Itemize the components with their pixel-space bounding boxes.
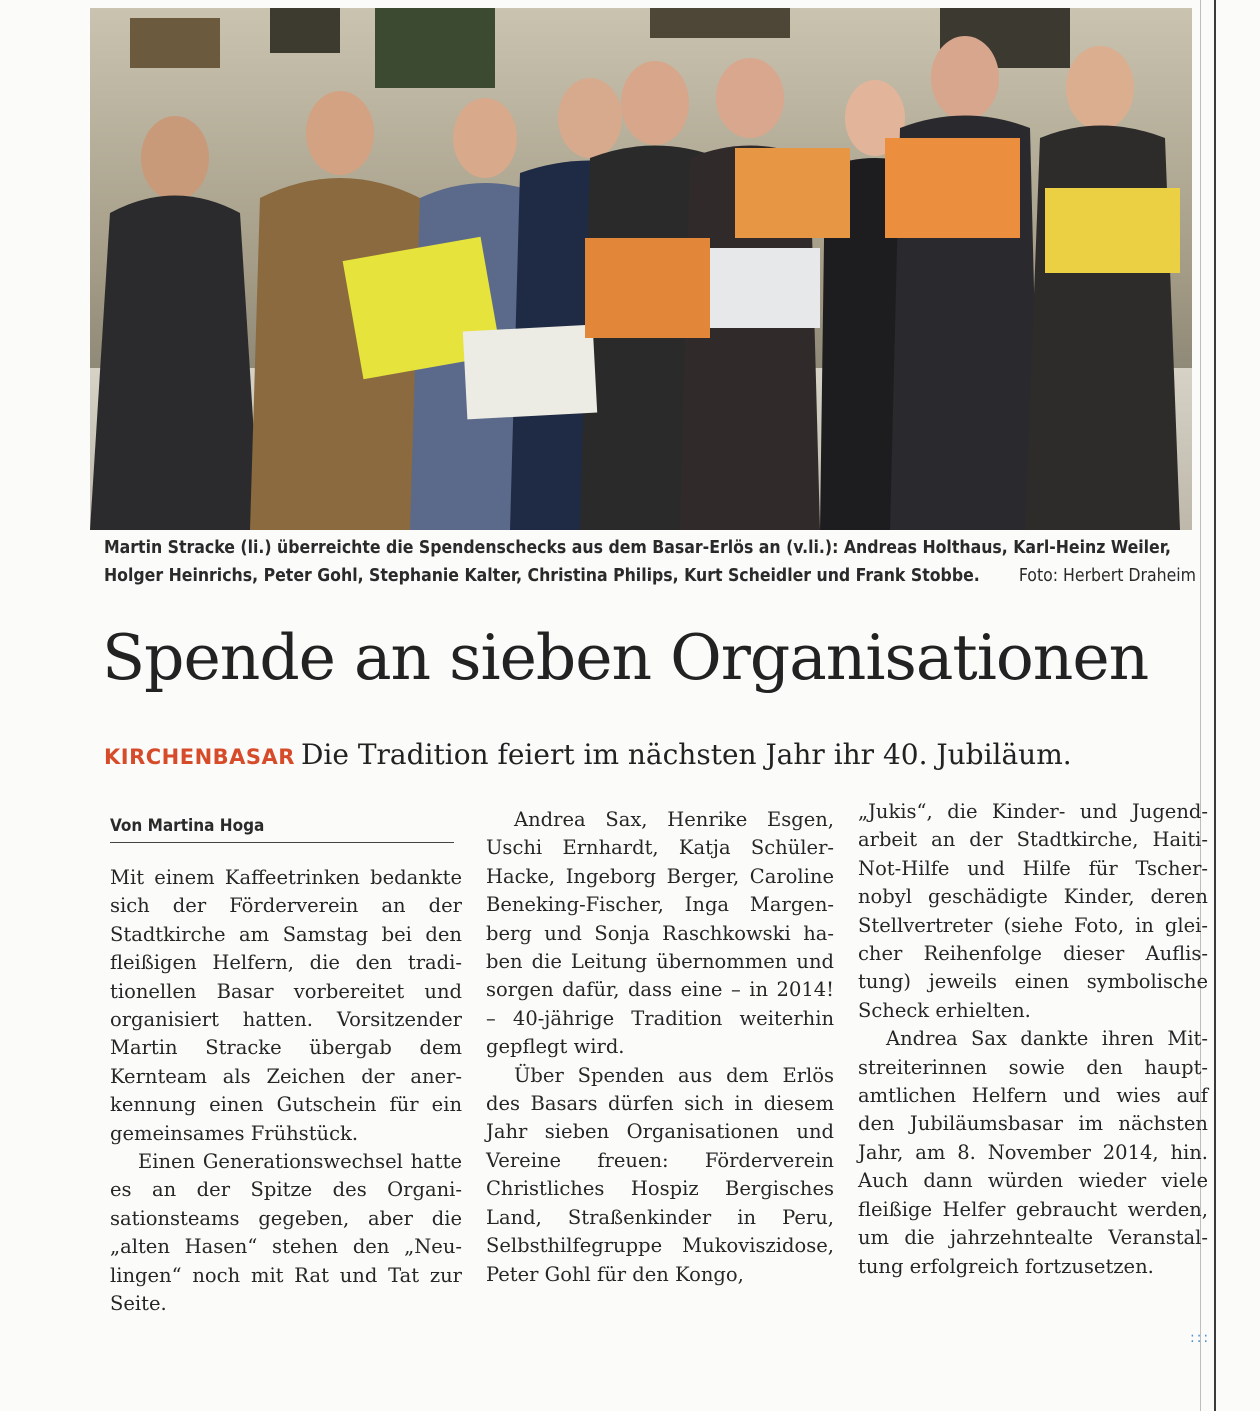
column-rule bbox=[1214, 0, 1216, 1411]
article-column-1 bbox=[110, 864, 462, 1319]
article-column-2 bbox=[486, 806, 834, 1289]
photo-illustration bbox=[90, 8, 1192, 530]
byline: Von Martina Hoga bbox=[110, 816, 454, 843]
news-photo bbox=[90, 8, 1192, 530]
scan-marks: ::: bbox=[1190, 1330, 1211, 1346]
photo-credit: Foto: Herbert Draheim bbox=[1018, 566, 1196, 586]
article-column-3 bbox=[858, 798, 1208, 1281]
paragraph: Andrea Sax dankte ihren Mitstreiterinnen sowie den hauptamtlichen Helfern und wies auf den Jubiläumsbasar im nächsten Jahr, am 8. November 2014, hin. Auch dann würden wieder viele fleißige Helfer gebraucht werden, um die jahrzehntealte Veranstaltung erfolgreich fortzusetzen. bbox=[858, 1027, 1208, 1278]
paragraph: Andrea Sax, Henrike Esgen, Uschi Ernhardt, Katja Schüler-Hacke, Ingeborg Berger, Caroline Beneking-Fischer, Inga Margenberg und Sonja Raschkowski haben die Leitung übernommen und sorgen dafür, dass eine – in 2014! – 40-jährige Tradition weiterhin gepflegt wird. bbox=[486, 808, 834, 1059]
paragraph: Über Spenden aus dem Erlös des Basars dürfen sich in diesem Jahr sieben Organisationen und Vereine freuen: Förderverein Christliches Hospiz Bergisches Land, Straßenkinder in Peru, Selbsthilfegruppe Mukoviszidose, Peter Gohl für den Kongo, bbox=[486, 1063, 834, 1286]
caption-text: Martin Stracke (li.) überreichte die Spendenschecks aus dem Basar-Erlös an (v.li.): Andreas Holthaus, Karl-Heinz Weiler, Holger Heinrichs, Peter Gohl, Stephanie Kalter, Christina Philips, Kurt Scheidler und Frank Stobbe. bbox=[104, 538, 1171, 586]
paragraph: Mit einem Kaffeetrinken bedankte sich der Förderverein an der Stadtkirche am Samstag bei den fleißigen Helfern, die den traditionellen Basar vorbereitet und organisiert hatten. Vorsitzender Martin Stracke übergab dem Kernteam als Zeichen der anerkennung einen Gutschein für ein gemeinsames Frühstück. bbox=[110, 866, 462, 1145]
subheadline bbox=[104, 735, 1204, 777]
kicker: KIRCHENBASAR bbox=[104, 745, 295, 769]
paragraph: Einen Generationswechsel hatte es an der Spitze des Organisationsteams gegeben, aber die „alten Hasen“ stehen den „Neulingen“ noch mit Rat und Tat zur Seite. bbox=[110, 1150, 462, 1316]
subline-text: Die Tradition feiert im nächsten Jahr ihr 40. Jubiläum. bbox=[300, 738, 1072, 771]
headline: Spende an sieben Organisationen bbox=[102, 621, 1149, 694]
paragraph: „Jukis“, die Kinder- und Jugendarbeit an der Stadtkirche, Haiti-Not-Hilfe und Hilfe für Tschernobyl geschädigte Kinder, deren Stellvertreter (siehe Foto, in gleicher Reihenfolge dieser Auflistung) jeweils einen symbolische Scheck erhielten. bbox=[858, 800, 1208, 1022]
photo-caption bbox=[104, 534, 1196, 590]
